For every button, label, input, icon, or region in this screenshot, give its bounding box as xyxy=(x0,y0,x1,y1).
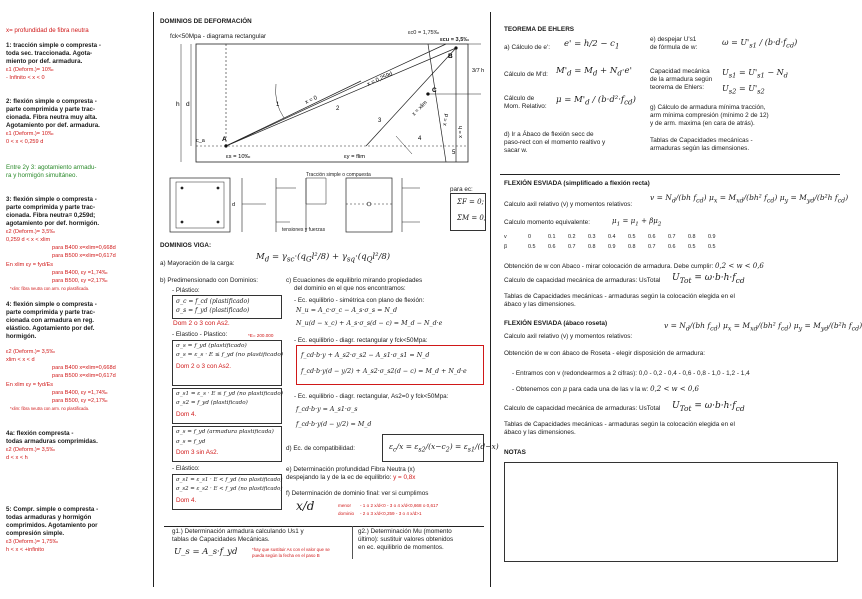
us1-formula: $U_{s1} = U'_{s1} - N_d$ xyxy=(722,68,788,80)
domain1-range: - Infinito < x < 0 xyxy=(6,75,45,81)
domain4-note: *xlim: fibra neutra con arm. no plastificada. xyxy=(10,406,90,411)
right-divider-1 xyxy=(500,174,840,175)
g1-note1: *hay que sustituir As con el valor que se xyxy=(252,547,330,552)
plastic-eq1: σ_c = f_cd (plastificado) xyxy=(176,298,250,305)
strain-ecu: εcu = 3,5‰ xyxy=(440,37,469,43)
ehlers-step-f: Capacidad mecánica xyxy=(650,68,710,75)
section-d: d xyxy=(232,202,236,208)
beta-cell: 0.5 xyxy=(708,244,716,250)
flexion-simple-title: FLEXIÓN ESVIADA (simplificado a flexión recta) xyxy=(504,180,650,187)
plastic-eq2: σ_s = f_yd (plastificado) xyxy=(176,307,250,314)
line-x0: x = 0 xyxy=(304,95,319,106)
flexion1-axil-label: Calculo axil relativo (v) y momentos relativos: xyxy=(504,201,633,208)
deformation-domains-column xyxy=(156,0,499,599)
domain2-line2: parte comprimida y parte trac- xyxy=(6,106,96,113)
g1-note2: pueda según la fecha en el paso B xyxy=(252,553,320,558)
domain3-b500: para B500 x=xlim=0,617d xyxy=(52,253,116,259)
column-divider-1 xyxy=(153,12,154,587)
md-prime-formula: $M'_d = M_d + N_d\cdot e'$ xyxy=(556,66,632,78)
flexion2-obtain-2: para cada una de las v la w: xyxy=(568,386,649,393)
symmetric-eq1: N_u = A_c·σ_c − A_s·σ_s = N_d xyxy=(296,307,398,314)
flexion2-tables-line2: ábaco y las dimensiones. xyxy=(504,429,576,436)
us-formula: U_s = A_s·f_yd xyxy=(174,547,238,557)
ehlers-step-f2: de la armadura según xyxy=(650,76,713,83)
domain4-line3: cionada con armadura en reg. xyxy=(6,317,95,324)
dim-d: d xyxy=(186,101,190,108)
symmetric-eq-label: - Ec. equilibrio - simétrica con plano de flexión: xyxy=(294,297,425,304)
flexion-roseta-title: FLEXIÓN ESVIADA (ábaco roseta) xyxy=(504,320,608,327)
v-cell: 0.1 xyxy=(548,234,556,240)
el-eq2: σ_s2 = ε_s2 · E < f_yd (no plastificado) xyxy=(176,486,283,492)
flexion2-roseta-label: Obtención de w con ábaco de Roseta - elegir disposición de armadura: xyxy=(504,350,706,357)
beta-cell: 0.8 xyxy=(628,244,636,250)
ehlers-step-h: Tablas de Capacidades mecánicas - xyxy=(650,137,753,144)
ehlers-title: TEOREMA DE EHLERS xyxy=(504,26,575,33)
plastic-box xyxy=(172,295,282,319)
elastic-plastic-box-3 xyxy=(172,426,282,462)
step-c-text: c) Ecuaciones de equilibrio mirando propiedades xyxy=(286,277,423,284)
line-xd: x = d xyxy=(442,113,451,127)
ep-eq3: σ_s1 = ε_s · E ≤ f_yd (no plastificado) xyxy=(176,391,283,397)
dim-37h: 3/7 h xyxy=(472,68,485,74)
line-xlim: x = xlim xyxy=(411,99,429,118)
sum-moments: ΣM = 0; xyxy=(457,214,487,222)
domain1-strain: ε1 (Deform.)= 10‰ xyxy=(6,67,54,73)
domain4-range: xlim < x < d xyxy=(6,357,35,363)
ehlers-step-e: e) despejar U's1 xyxy=(650,36,697,43)
step-e-sub: despejando la y de la ec de equilibrio: xyxy=(286,474,392,481)
ehlers-step-g3: y de arm. maxima (en cara de atrás). xyxy=(650,120,755,127)
v-cell: 0.9 xyxy=(708,234,716,240)
flexion2-relative-formulas: $v = N_d/(bh$ $f_{cd}$) $\mu_x = M_{xd}/(bh^2$ $f_{cd}$) $\mu_y = M_{yd}/(b^2h$ $f_{cd}$) xyxy=(664,321,862,333)
domain5-line4: compresión simple. xyxy=(6,530,65,537)
flexion1-abaco-text xyxy=(504,262,764,270)
domain4-b400: para B400 x=xlim=0,668d xyxy=(52,365,116,371)
equivalent-moment-formula: $\mu_1 = \mu_1 + \beta\mu_2$ xyxy=(612,217,662,228)
ehlers-step-d3: sacar w. xyxy=(504,147,528,154)
beta-cell: 0.7 xyxy=(568,244,576,250)
equilibrium-caption: para ec: xyxy=(450,186,473,193)
beam-domains-title: DOMINIOS VIGA: xyxy=(160,242,212,249)
ehlers-step-c: Cálculo de xyxy=(504,95,535,102)
domain5-strain: ε3 (Deform.)= 1,75‰ xyxy=(6,539,59,545)
domain4-b500: para B500 x=xlim=0,617d xyxy=(52,373,116,379)
elastic-plastic-label: - Elastico - Plastico: xyxy=(172,331,228,338)
domain3-strain: ε2 (Deform.)= 3,5‰ xyxy=(6,229,55,235)
step-g2-line1: g2.) Determinación Mu (momento xyxy=(358,528,452,535)
ehlers-step-a: a) Cálculo de e': xyxy=(504,44,550,51)
step-g2-line3: en ec. equilibrio de momentos. xyxy=(358,544,444,551)
domain4-line2: parte comprimida y parte trac- xyxy=(6,309,96,316)
ep-eq6: σ_s = f_yd xyxy=(176,439,206,445)
v-cell: v xyxy=(504,234,507,240)
equilibrium-box xyxy=(450,193,486,231)
domain4-ey-b500: para B500, εy =2,17‰ xyxy=(52,398,108,404)
step-b-label: b) Predimensionado con Dominios: xyxy=(160,277,259,284)
e-prime-formula: $e' = h/2 - c_1$ xyxy=(564,39,620,51)
column-divider-2 xyxy=(490,12,491,587)
domain4-line5: hormigón. xyxy=(6,333,37,340)
label-dominio: dominio xyxy=(338,511,355,516)
omega-formula: $\omega = U'_{s1} / (b\cdot d\cdot f_{cd})$ xyxy=(722,38,798,50)
step-c-label xyxy=(286,277,422,284)
beta-cell: 0.8 xyxy=(588,244,596,250)
rect-eq-label: - Ec. equilibrio - diagr. rectangular y fck<50Mpa: xyxy=(294,337,428,344)
compatibility-eq: $\varepsilon_c/x = \varepsilon_{s2}/(x-c_2) = \varepsilon_{s1}/(d-x)$ xyxy=(389,442,499,454)
middle-bottom-divider xyxy=(164,526,484,527)
domain4-line4: elástico. Agotamiento por def. xyxy=(6,325,95,332)
compatibility-box xyxy=(382,434,499,462)
ehlers-step-b: Cálculo de M'd: xyxy=(504,71,548,78)
ratio-xd: x/d xyxy=(296,499,315,513)
flexion2-axil-label: Calculo axil relativo (v) y momentos relativos: xyxy=(504,333,633,340)
domain3-ey: En xlim εy = fyd/Es xyxy=(6,262,54,268)
v-cell: 0.6 xyxy=(648,234,656,240)
v-cell: 0.8 xyxy=(688,234,696,240)
domain3-ey-b500: para B500, εy =2,17‰ xyxy=(52,278,108,284)
between-2-3-line2: ra y hormigón simultáneo. xyxy=(6,172,78,179)
step-g1-line1: g1.) Determinación armadura calculando Us1 y xyxy=(172,528,304,535)
domain4a-line2: todas armaduras comprimidas. xyxy=(6,438,98,445)
plastic-domain: Dom 2 o 3 con As2. xyxy=(173,320,230,327)
ep-eq1: σ_s = f_yd (plastificado) xyxy=(176,343,247,349)
beta-cell: 0.5 xyxy=(528,244,536,250)
beta-cell: 0.6 xyxy=(668,244,676,250)
deformation-diagram xyxy=(156,26,486,176)
region-5: 5 xyxy=(452,150,456,156)
step-d-label: d) Ec. de compatibilidad: xyxy=(286,445,355,452)
v-cell: 0.4 xyxy=(608,234,616,240)
step-a-label: a) Mayoración de la carga: xyxy=(160,260,235,267)
sum-forces: ΣF = 0; xyxy=(457,198,484,206)
domain5-line1: 5: Compr. simple o compresta - xyxy=(6,506,99,513)
domain3-b400: para B400 x=xlim=0,668d xyxy=(52,245,116,251)
mu-formula: $\mu = M'_d / (b\cdot d^2\cdot f_{cd})$ xyxy=(556,95,636,107)
domain-summary-column xyxy=(0,0,152,599)
g-divider xyxy=(352,526,353,559)
between-2-3-line1: Entre 2y 3: agotamiento armadu- xyxy=(6,164,97,171)
load-formula: $M_d = \gamma_{sc}\cdot(q_Gl^2/8) + \gamma_{sq}\cdot(q_Ql^2/8)$ xyxy=(256,252,391,264)
domain2-line3: cionada. Fibra neutra muy alta. xyxy=(6,114,98,121)
rect-simple-eq2: f_cd·b·y(d − y/2) = M_d xyxy=(296,421,372,428)
plastic-label: - Plástico: xyxy=(172,287,200,294)
line-x259: x = 0,259d xyxy=(366,71,394,88)
domain3-line2: parte comprimida y parte trac- xyxy=(6,204,96,211)
el-eq1: σ_s1 = ε_s1 · E < f_yd (no plastificado) xyxy=(176,477,283,483)
ehlers-step-g: g) Cálculo de armadura mínima tracción, xyxy=(650,104,766,111)
domain3-note: *xlim: fibra neutra con arm. no plastificada. xyxy=(10,286,90,291)
ehlers-flexion-column xyxy=(500,0,862,599)
ehlers-step-d2: paso-rect con el momento realtivo y xyxy=(504,139,606,146)
domain1-line2: toda sec. traccionada. Agota- xyxy=(6,50,93,57)
elastic-label: - Elástico: xyxy=(172,465,200,472)
domain3-range: 0,259 d < x < xlim xyxy=(6,237,51,243)
flexion1-capacity-label: Calculo de capacidad mecánica de armaduras: UsTotal xyxy=(504,277,661,284)
pivot-b: B xyxy=(448,53,453,60)
flexion1-us-formula: $U_{Tot} = \omega\cdot b\cdot h\cdot f_{cd}$ xyxy=(672,273,745,285)
domain2-strain: ε1 (Deform.)= 10‰ xyxy=(6,131,54,137)
section-caption: Tracción simple o compuesta xyxy=(306,172,371,178)
beta-cell: 0.9 xyxy=(608,244,616,250)
x-definition: x= profundidad de fibra neutra xyxy=(6,27,89,34)
ehlers-step-d: d) Ir a Ábaco de flexión secc de xyxy=(504,131,594,138)
region-3: 3 xyxy=(378,118,382,124)
el-domain: Dom 4. xyxy=(176,497,197,504)
ep-domain-4: Dom 4. xyxy=(176,411,197,418)
domain4-line1: 4: flexión simple o compresta - xyxy=(6,301,97,308)
domain3-line4: agotamiento por def. hormigón. xyxy=(6,220,100,227)
v-cell: 0.3 xyxy=(588,234,596,240)
ehlers-step-g2: arm mínima compresión (mínimo 2 de 12) xyxy=(650,112,769,119)
elastic-plastic-box xyxy=(172,340,282,386)
region-2: 2 xyxy=(336,106,340,112)
v-cell: 0.7 xyxy=(668,234,676,240)
ep-domain: Dom 2 o 3 con As2. xyxy=(176,363,231,370)
label-menor: menor xyxy=(338,503,352,508)
ehlers-step-h2: armaduras según las dimensiones. xyxy=(650,145,750,152)
ehlers-step-c2: Mom. Relativo: xyxy=(504,103,547,110)
flexion2-tables-line1: Tablas de Capacidades mecánicas - armaduras según la colocación elegida en el xyxy=(504,421,735,428)
domain4a-line1: 4a: flexión compresta - xyxy=(6,430,74,437)
flexion1-abaco: Obtención de w con Abaco - mirar colocación de armadura. Debe cumplir: xyxy=(504,263,714,270)
section-forces-caption: tensiones y fuerzas xyxy=(282,227,326,233)
v-cell: 0.2 xyxy=(568,234,576,240)
dim-h: h xyxy=(176,101,180,108)
ep-domain-3: Dom 3 sin As2. xyxy=(176,449,219,456)
strain-es: εs = 10‰ xyxy=(226,154,251,160)
flexion2-omega-text: - Obtenemos con μ para cada una de las v la w: 0,2 < w < 0,6 xyxy=(512,385,699,393)
domain1-line1: 1: tracción simple o compresta - xyxy=(6,42,101,49)
line-xh: x = h xyxy=(458,125,464,138)
pivot-a: A xyxy=(222,136,227,143)
ep-eq4: σ_s2 = f_yd (plastificado) xyxy=(176,400,248,406)
v-cell: 0 xyxy=(528,234,531,240)
domain4-ey-b400: para B400, εy =1,74‰ xyxy=(52,390,108,396)
domain4a-strain: ε2 (Deform.)= 3,5‰ xyxy=(6,447,55,453)
elastic-plastic-box-2 xyxy=(172,388,282,424)
ep-eq2: σ_s = ε_s · E ≤ f_yd (no plastificado) xyxy=(176,352,284,358)
flexion2-w-range: 0,2 < w < 0,6 xyxy=(650,385,699,393)
region-1: 1 xyxy=(276,102,280,108)
flexion2-v-values: - Entramos con v (redondearmos a 2 cifras): 0,0 - 0,2 - 0,4 - 0,6 - 0,8 - 1,0 - 1,2 - 1,4 xyxy=(512,370,750,377)
domain4-strain: ε2 (Deform.)= 3,5‰ xyxy=(6,349,55,355)
flexion2-us-formula: $U_{Tot} = \omega\cdot b\cdot h\cdot f_{cd}$ xyxy=(672,401,745,413)
notes-box[interactable] xyxy=(504,462,838,562)
y-relation: y = 0,8x xyxy=(393,474,416,481)
v-row xyxy=(504,234,774,240)
step-f-label: f) Determinación de dominio final: ver si cumplimos xyxy=(286,490,429,497)
rect-eq2: f_cd·b·y(d − y/2) + A_s2·σ_s2(d − c) = M_d + N_d·e xyxy=(301,368,467,375)
flexion1-w-range: 0,2 < w < 0,6 xyxy=(715,262,764,270)
strain-ey: εy = flim xyxy=(344,154,366,160)
domain3-line1: 3: flexión simple o compresta - xyxy=(6,196,97,203)
domain2-range: 0 < x < 0,259 d xyxy=(6,139,44,145)
flexion1-tables-line2: ábaco y las dimensiones. xyxy=(504,301,576,308)
flexion1-tables-line1: Tablas de Capacidades mecánicas - armaduras según la colocación elegida en el xyxy=(504,293,735,300)
beta-cell: 0.5 xyxy=(688,244,696,250)
step-g1-line2: tablas de Capacidades Mecánicas. xyxy=(172,536,270,543)
beta-cell: β xyxy=(504,244,508,250)
ehlers-step-f3: teorema de Ehlers: xyxy=(650,84,704,91)
flexion2-capacity-label: Calculo de capacidad mecánica de armaduras: UsTotal xyxy=(504,405,661,412)
beta-table xyxy=(504,234,774,250)
domain-table-row1: - 1 o 2 x/d<0 - 3 o 4 x/d<0,668 o 0,617 xyxy=(360,503,439,508)
domain1-line3: miento por def. armadura. xyxy=(6,58,83,65)
strain-ec0: εc0 = 1,75‰ xyxy=(408,30,440,36)
flexion1-relative-formulas: $v = N_d/(bh$ $f_{cd}$) $\mu_x = M_{xd}/(bh^2$ $f_{cd}$) $\mu_y = M_{yd}/(b^2h$ $f_{cd}$) xyxy=(650,193,849,205)
rect-eq-box xyxy=(296,345,484,385)
rect-eq1: f_cd·b·y + A_s2·σ_s2 − A_s1·σ_s1 = N_d xyxy=(301,352,430,359)
domain3-ey-b400: para B400, εy =1,74‰ xyxy=(52,270,108,276)
domain4a-range: d < x < h xyxy=(6,455,28,461)
rect-simple-label: - Ec. equilibrio - diagr. rectangular, As2=0 y fck<50Mpa: xyxy=(294,393,449,400)
elastic-modulus-note: *E= 200.000 xyxy=(248,333,274,338)
domain5-range: h < x < +infinito xyxy=(6,547,45,553)
step-c-subtitle: del dominio en el que nos encontramos: xyxy=(294,285,406,292)
elastic-box xyxy=(172,474,282,510)
fck-caption: fck<50Mpa - diagrama rectangular xyxy=(170,33,267,40)
step-g2-line2: último): sustituir valores obtenidos xyxy=(358,536,454,543)
beta-row xyxy=(504,244,774,250)
domain3-line3: cionada. Fibra neutra= 0,259d; xyxy=(6,212,96,219)
domain4-ey: En xlim εy = fyd/Es xyxy=(6,382,54,388)
v-cell: 0.5 xyxy=(628,234,636,240)
ehlers-step-e2: de fórmula de w: xyxy=(650,44,698,51)
pivot-c: C xyxy=(432,87,437,94)
step-e-label: e) Determinación profundidad Fibra Neutra (x) xyxy=(286,466,415,473)
ep-eq5: σ_s = f_yd (armadura plastificada) xyxy=(176,429,274,435)
domain5-line3: comprimidos. Agotamiento por xyxy=(6,522,98,529)
domain2-line1: 2: flexión simple o compresta - xyxy=(6,98,97,105)
beta-cell: 0.7 xyxy=(648,244,656,250)
flexion2-obtain: - Obtenemos con xyxy=(512,386,562,393)
domain-table-row2: - 2 o 3 x/d<0,259 - 3 o 4 x/d>1 xyxy=(360,511,422,516)
domain5-line2: todas armaduras y hormigón xyxy=(6,514,92,521)
domain2-line4: Agotamiento por def. armadura. xyxy=(6,122,100,129)
step-e-text xyxy=(286,474,415,481)
flexion1-moment-label: Calculo momento equivalente: xyxy=(504,219,590,226)
symmetric-eq2: N_u(d − x_c) + A_s·σ_s(d − c) = M_d − N_d·e xyxy=(296,320,443,327)
domains-title: DOMINIOS DE DEFORMACIÓN xyxy=(160,18,252,25)
notes-title: NOTAS xyxy=(504,449,526,456)
beta-cell: 0.6 xyxy=(548,244,556,250)
rect-simple-eq1: f_cd·b·y = A_s1·σ_s xyxy=(296,406,358,413)
us2-formula: $U_{s2} = U'_{s2}$ xyxy=(722,84,765,96)
dim-ca: c_a xyxy=(196,138,205,144)
region-4: 4 xyxy=(418,136,422,142)
